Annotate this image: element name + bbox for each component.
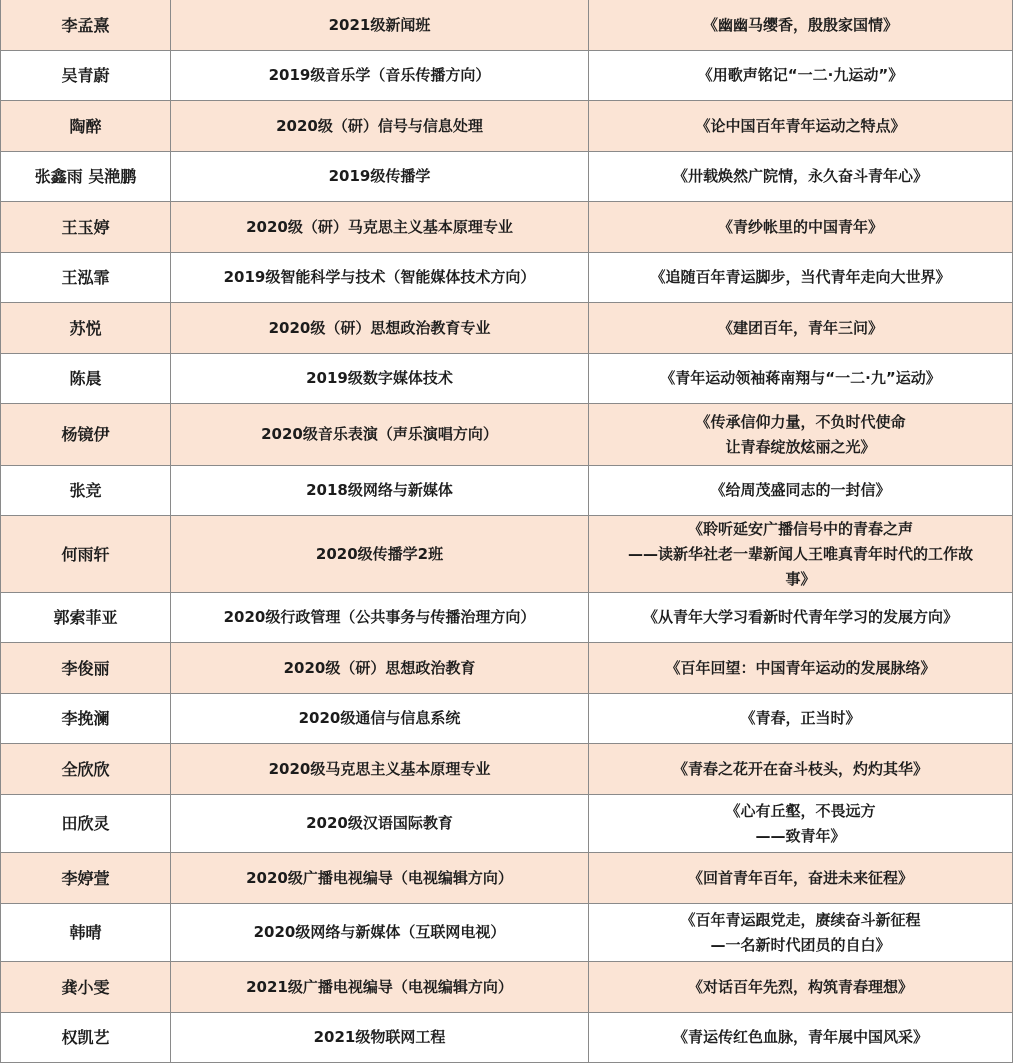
- author-name-cell: 李俊丽: [1, 643, 171, 694]
- work-title-cell: [589, 51, 1013, 101]
- work-title-line: 《论中国百年青年运动之特点》: [695, 116, 906, 135]
- work-title-cell: [589, 303, 1013, 354]
- class-major-cell: 2020级汉语国际教育: [171, 795, 589, 853]
- table-row: [1, 962, 1013, 1013]
- table-row: [1, 253, 1013, 303]
- work-title-cell: [589, 516, 1013, 593]
- author-name-cell: 权凯艺: [1, 1013, 171, 1063]
- class-major-cell: 2021级物联网工程: [171, 1013, 589, 1063]
- work-title-cell: [589, 202, 1013, 253]
- class-major-cell: 2020级传播学2班: [171, 516, 589, 593]
- class-major-cell: 2020级音乐表演（声乐演唱方向）: [171, 404, 589, 466]
- class-major-cell: 2019级传播学: [171, 152, 589, 202]
- work-title-line: 事》: [785, 569, 816, 588]
- class-major-cell: 2021级新闻班: [171, 0, 589, 51]
- table-row: [1, 152, 1013, 202]
- author-name-cell: 郭索菲亚: [1, 593, 171, 643]
- author-name-cell: 陈晨: [1, 354, 171, 404]
- table-row: [1, 904, 1013, 962]
- class-major-cell: 2020级行政管理（公共事务与传播治理方向）: [171, 593, 589, 643]
- work-title-cell: [589, 354, 1013, 404]
- author-name-cell: 全欣欣: [1, 744, 171, 795]
- class-major-cell: 2020级（研）马克思主义基本原理专业: [171, 202, 589, 253]
- table-row: [1, 643, 1013, 694]
- work-title-cell: [589, 152, 1013, 202]
- work-title-line: 《对话百年先烈，构筑青春理想》: [687, 977, 913, 996]
- work-title-cell: [589, 466, 1013, 516]
- work-title-line: 《卅载焕然广院情，永久奋斗青年心》: [672, 167, 928, 185]
- work-title-line: ——读新华社老一辈新闻人王唯真青年时代的工作故: [627, 544, 973, 563]
- work-title-cell: [589, 1013, 1013, 1063]
- author-name-cell: 李孟熹: [1, 0, 171, 51]
- author-name-cell: 李挽澜: [1, 694, 171, 744]
- work-title-line: 《青春，正当时》: [740, 709, 861, 727]
- author-name-cell: 田欣灵: [1, 795, 171, 853]
- author-name-cell: 吴青蔚: [1, 51, 171, 101]
- work-title-cell: [589, 593, 1013, 643]
- table-row: [1, 354, 1013, 404]
- author-name-cell: 王泓霏: [1, 253, 171, 303]
- work-title-line: ——致青年》: [755, 826, 846, 845]
- work-title-line: —一名新时代团员的自白》: [710, 935, 891, 954]
- table-row: [1, 744, 1013, 795]
- work-title-line: 《心有丘壑，不畏远方: [725, 801, 876, 820]
- work-title-line: 《幽幽马缨香，殷殷家国情》: [702, 15, 898, 34]
- class-major-cell: 2020级马克思主义基本原理专业: [171, 744, 589, 795]
- class-major-cell: 2020级网络与新媒体（互联网电视）: [171, 904, 589, 962]
- table-row: [1, 101, 1013, 152]
- work-title-cell: [589, 101, 1013, 152]
- table-row: [1, 853, 1013, 904]
- table-row: [1, 303, 1013, 354]
- work-title-line: 《从青年大学习看新时代青年学习的发展方向》: [642, 608, 958, 626]
- author-name-cell: 韩晴: [1, 904, 171, 962]
- table-row: [1, 1013, 1013, 1063]
- author-name-cell: 陶醉: [1, 101, 171, 152]
- work-title-cell: [589, 694, 1013, 744]
- class-major-cell: 2019级数字媒体技术: [171, 354, 589, 404]
- work-title-line: 《建团百年，青年三问》: [717, 318, 883, 337]
- table-row: [1, 0, 1013, 51]
- work-title-line: 《青运传红色血脉，青年展中国风采》: [672, 1028, 928, 1046]
- class-major-cell: 2018级网络与新媒体: [171, 466, 589, 516]
- work-title-line: 《追随百年青运脚步，当代青年走向大世界》: [650, 268, 951, 286]
- work-title-line: 《百年青运跟党走，赓续奋斗新征程: [680, 910, 921, 929]
- table-row: [1, 694, 1013, 744]
- class-major-cell: 2020级（研）思想政治教育: [171, 643, 589, 694]
- author-name-cell: 龚小雯: [1, 962, 171, 1013]
- class-major-cell: 2019级音乐学（音乐传播方向）: [171, 51, 589, 101]
- work-title-line: 《给周茂盛同志的一封信》: [710, 481, 891, 499]
- works-table-body: [1, 0, 1013, 1063]
- work-title-cell: [589, 744, 1013, 795]
- table-row: [1, 404, 1013, 466]
- author-name-cell: 杨镜伊: [1, 404, 171, 466]
- work-title-line: 《青年运动领袖蒋南翔与“一二·九”运动》: [660, 369, 941, 387]
- table-row: [1, 202, 1013, 253]
- class-major-cell: 2020级（研）信号与信息处理: [171, 101, 589, 152]
- work-title-line: 《用歌声铭记“一二·九运动”》: [697, 66, 904, 84]
- class-major-cell: 2020级广播电视编导（电视编辑方向）: [171, 853, 589, 904]
- work-title-cell: [589, 962, 1013, 1013]
- work-title-line: 《青纱帐里的中国青年》: [717, 217, 883, 236]
- table-row: [1, 516, 1013, 593]
- author-name-cell: 李婷萱: [1, 853, 171, 904]
- work-title-line: 《传承信仰力量，不负时代使命: [695, 412, 906, 431]
- work-title-cell: [589, 904, 1013, 962]
- author-name-cell: 何雨轩: [1, 516, 171, 593]
- table-row: [1, 795, 1013, 853]
- author-name-cell: 张竞: [1, 466, 171, 516]
- work-title-cell: [589, 253, 1013, 303]
- work-title-line: 《青春之花开在奋斗枝头，灼灼其华》: [672, 759, 928, 778]
- work-title-line: 《百年回望：中国青年运动的发展脉络》: [665, 658, 936, 677]
- work-title-line: 让青春绽放炫丽之光》: [725, 437, 876, 456]
- author-name-cell: 王玉婷: [1, 202, 171, 253]
- class-major-cell: 2021级广播电视编导（电视编辑方向）: [171, 962, 589, 1013]
- class-major-cell: 2020级通信与信息系统: [171, 694, 589, 744]
- table-row: [1, 466, 1013, 516]
- author-name-cell: 苏悦: [1, 303, 171, 354]
- class-major-cell: 2020级（研）思想政治教育专业: [171, 303, 589, 354]
- work-title-cell: [589, 404, 1013, 466]
- work-title-cell: [589, 795, 1013, 853]
- table-row: [1, 593, 1013, 643]
- work-title-line: 《回首青年百年，奋进未来征程》: [687, 868, 913, 887]
- work-title-cell: [589, 0, 1013, 51]
- work-title-line: 《聆听延安广播信号中的青春之声: [687, 519, 913, 538]
- table-row: [1, 51, 1013, 101]
- class-major-cell: 2019级智能科学与技术（智能媒体技术方向）: [171, 253, 589, 303]
- author-name-cell: 张鑫雨 吴滟鹏: [1, 152, 171, 202]
- work-title-cell: [589, 853, 1013, 904]
- work-title-cell: [589, 643, 1013, 694]
